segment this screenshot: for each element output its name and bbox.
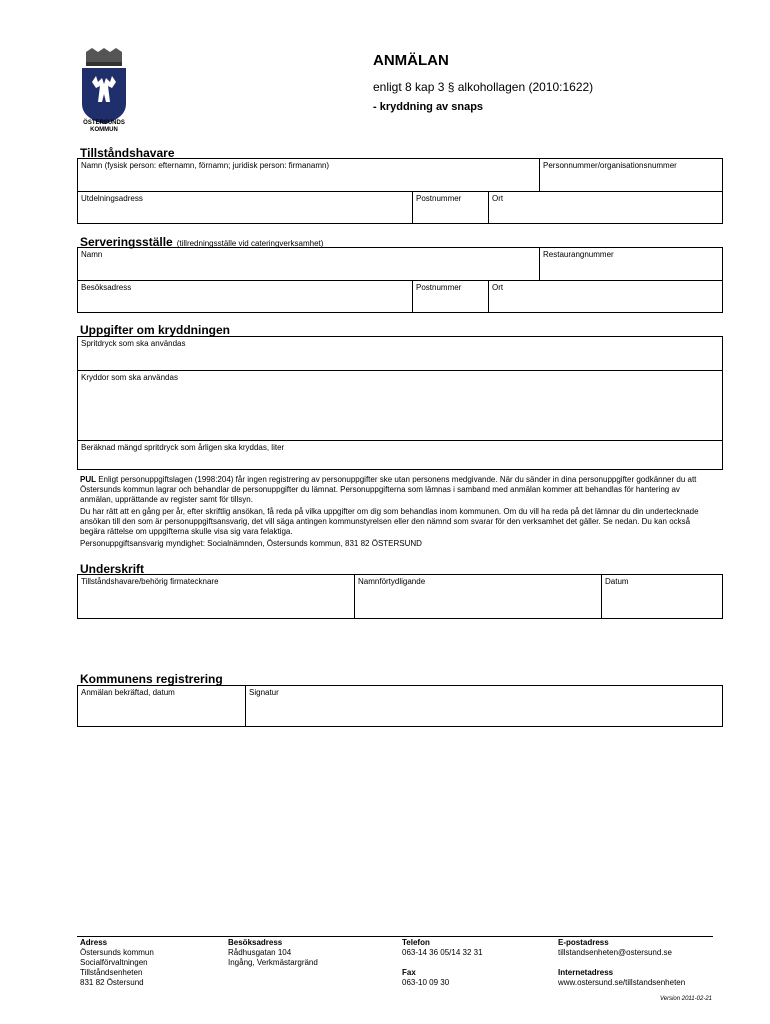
footer-fax: 063-10 09 30: [402, 978, 450, 987]
pul-paragraph-2: Du har rätt att en gång per år, efter skriftlig ansökan, få reda på vilka uppgifter om dig som behandlas inom kommunen. Om du vill ha reda på det lämnar du din undertecknade ansökan till den som är personuppgiftsansvarig, det vill säga antingen kommunstyrelsen eller den nämnd som svarar för den verksamhet det gäller. Se nedan. Du kan också begära rättelse om uppgifterna skulle visa sig vara felaktiga.: [80, 507, 699, 536]
underskrift-date-label: Datum: [605, 577, 629, 586]
footer-tel-heading: Telefon: [402, 938, 430, 947]
servering-box: [77, 247, 723, 313]
footer-divider: [77, 936, 713, 937]
footer-adress-line: Socialförvaltningen: [80, 958, 148, 967]
tillstand-address-field[interactable]: [78, 192, 412, 223]
registrering-date-field[interactable]: [78, 686, 245, 726]
section-underskrift: Underskrift: [80, 562, 145, 576]
krydd-amount-field[interactable]: [78, 441, 722, 469]
footer-fax-heading: Fax: [402, 968, 416, 977]
tillstand-box: [77, 158, 723, 224]
registrering-date-label: Anmälan bekräftad, datum: [81, 688, 175, 697]
tillstand-postnr-field[interactable]: [413, 192, 488, 223]
tillstand-id-label: Personnummer/organisationsnummer: [543, 161, 677, 170]
footer-besok: [228, 938, 318, 968]
footer-adress-line: Tillståndsenheten: [80, 968, 143, 977]
servering-name-label: Namn: [81, 250, 103, 259]
footer-adress: [80, 938, 154, 988]
tillstand-id-field[interactable]: [540, 159, 722, 191]
footer-besok-line: Rådhusgatan 104: [228, 948, 292, 957]
section-kryddning: Uppgifter om kryddningen: [80, 323, 230, 337]
page-title: ANMÄLAN: [373, 52, 449, 69]
tillstand-ort-field[interactable]: [489, 192, 722, 223]
pul-paragraph-3: Personuppgiftsansvarig myndighet: Socialnämnden, Östersunds kommun, 831 82 ÖSTERSUND: [80, 539, 422, 548]
underskrift-sign-label: Tillståndshavare/behörig firmatecknare: [81, 577, 219, 586]
underskrift-sign-field[interactable]: [78, 575, 354, 618]
servering-address-field[interactable]: [78, 281, 412, 312]
servering-rest-label: Restaurangnummer: [543, 250, 614, 259]
underskrift-box: [77, 574, 723, 619]
footer-internet-link[interactable]: www.ostersund.se/tillstandsenheten: [558, 978, 686, 987]
section-tillstandshavare: Tillståndshavare: [80, 146, 175, 160]
krydd-spirit-field[interactable]: [78, 337, 722, 370]
servering-ort-field[interactable]: [489, 281, 722, 312]
footer-adress-line: Östersunds kommun: [80, 948, 154, 957]
krydd-spice-label: Kryddor som ska användas: [81, 373, 178, 382]
pul-paragraph-1: Enligt personuppgiftslagen (1998:204) får ingen registrering av personuppgifter ske utan personens medgivande. När du sänder in dina personuppgifter godkänner du att Östersunds kommun lagrar och behandlar de personuppgifter du lämnat. Personuppgifterna som lämnas i samband med anmälan kommer att behandlas för hantering av anmälan, upprättande av register samt för tillsyn.: [80, 475, 697, 504]
footer-tel: 063-14 36 05/14 32 31: [402, 948, 483, 957]
footer-epost-heading: E-postadress: [558, 938, 609, 947]
footer-epost: [558, 938, 685, 988]
footer-besok-line: Ingång, Verkmästargränd: [228, 958, 318, 967]
registrering-sign-field[interactable]: [246, 686, 722, 726]
footer-adress-heading: Adress: [80, 938, 108, 947]
logo-line1: ÖSTERSUNDS: [83, 120, 125, 126]
krydd-box: [77, 336, 723, 470]
page-subtitle-2: - kryddning av snaps: [373, 101, 484, 113]
coat-of-arms-logo: [78, 48, 130, 140]
footer-adress-line: 831 82 Östersund: [80, 978, 144, 987]
tillstand-postnr-label: Postnummer: [416, 194, 462, 203]
servering-postnr-field[interactable]: [413, 281, 488, 312]
servering-name-field[interactable]: [78, 248, 539, 280]
footer-internet-heading: Internetadress: [558, 968, 614, 977]
tillstand-name-label: Namn (fysisk person: efternamn, förnamn; juridisk person: firmanamn): [81, 161, 330, 170]
servering-postnr-label: Postnummer: [416, 283, 462, 292]
pul-bold: PUL: [80, 475, 96, 484]
underskrift-date-field[interactable]: [602, 575, 722, 618]
logo-line2: KOMMUN: [90, 127, 118, 133]
krydd-spice-field[interactable]: [78, 371, 722, 440]
servering-address-label: Besöksadress: [81, 283, 132, 292]
servering-heading: Serveringsställe: [80, 235, 173, 249]
page-subtitle: enligt 8 kap 3 § alkohollagen (2010:1622): [373, 80, 594, 94]
version-label: Version 2011-02-21: [659, 996, 712, 1002]
servering-rest-field[interactable]: [540, 248, 722, 280]
tillstand-address-label: Utdelningsadress: [81, 194, 143, 203]
underskrift-name-label: Namnförtydligande: [358, 577, 426, 586]
krydd-amount-label: Beräknad mängd spritdryck som årligen ska kryddas, liter: [81, 443, 285, 452]
registrering-sign-label: Signatur: [249, 688, 279, 697]
servering-note: (tillredningsställe vid cateringverksamhet): [176, 239, 324, 248]
registrering-box: [77, 685, 723, 727]
tillstand-ort-label: Ort: [492, 194, 504, 203]
footer-telefon: [402, 938, 483, 988]
footer-besok-heading: Besöksadress: [228, 938, 283, 947]
footer-epost-link[interactable]: tillstandsenheten@ostersund.se: [558, 948, 672, 957]
pul-notice: [80, 475, 712, 551]
underskrift-name-field[interactable]: [355, 575, 601, 618]
tillstand-name-field[interactable]: [78, 159, 539, 191]
servering-ort-label: Ort: [492, 283, 504, 292]
krydd-spirit-label: Spritdryck som ska användas: [81, 339, 186, 348]
section-registrering: Kommunens registrering: [80, 672, 223, 686]
